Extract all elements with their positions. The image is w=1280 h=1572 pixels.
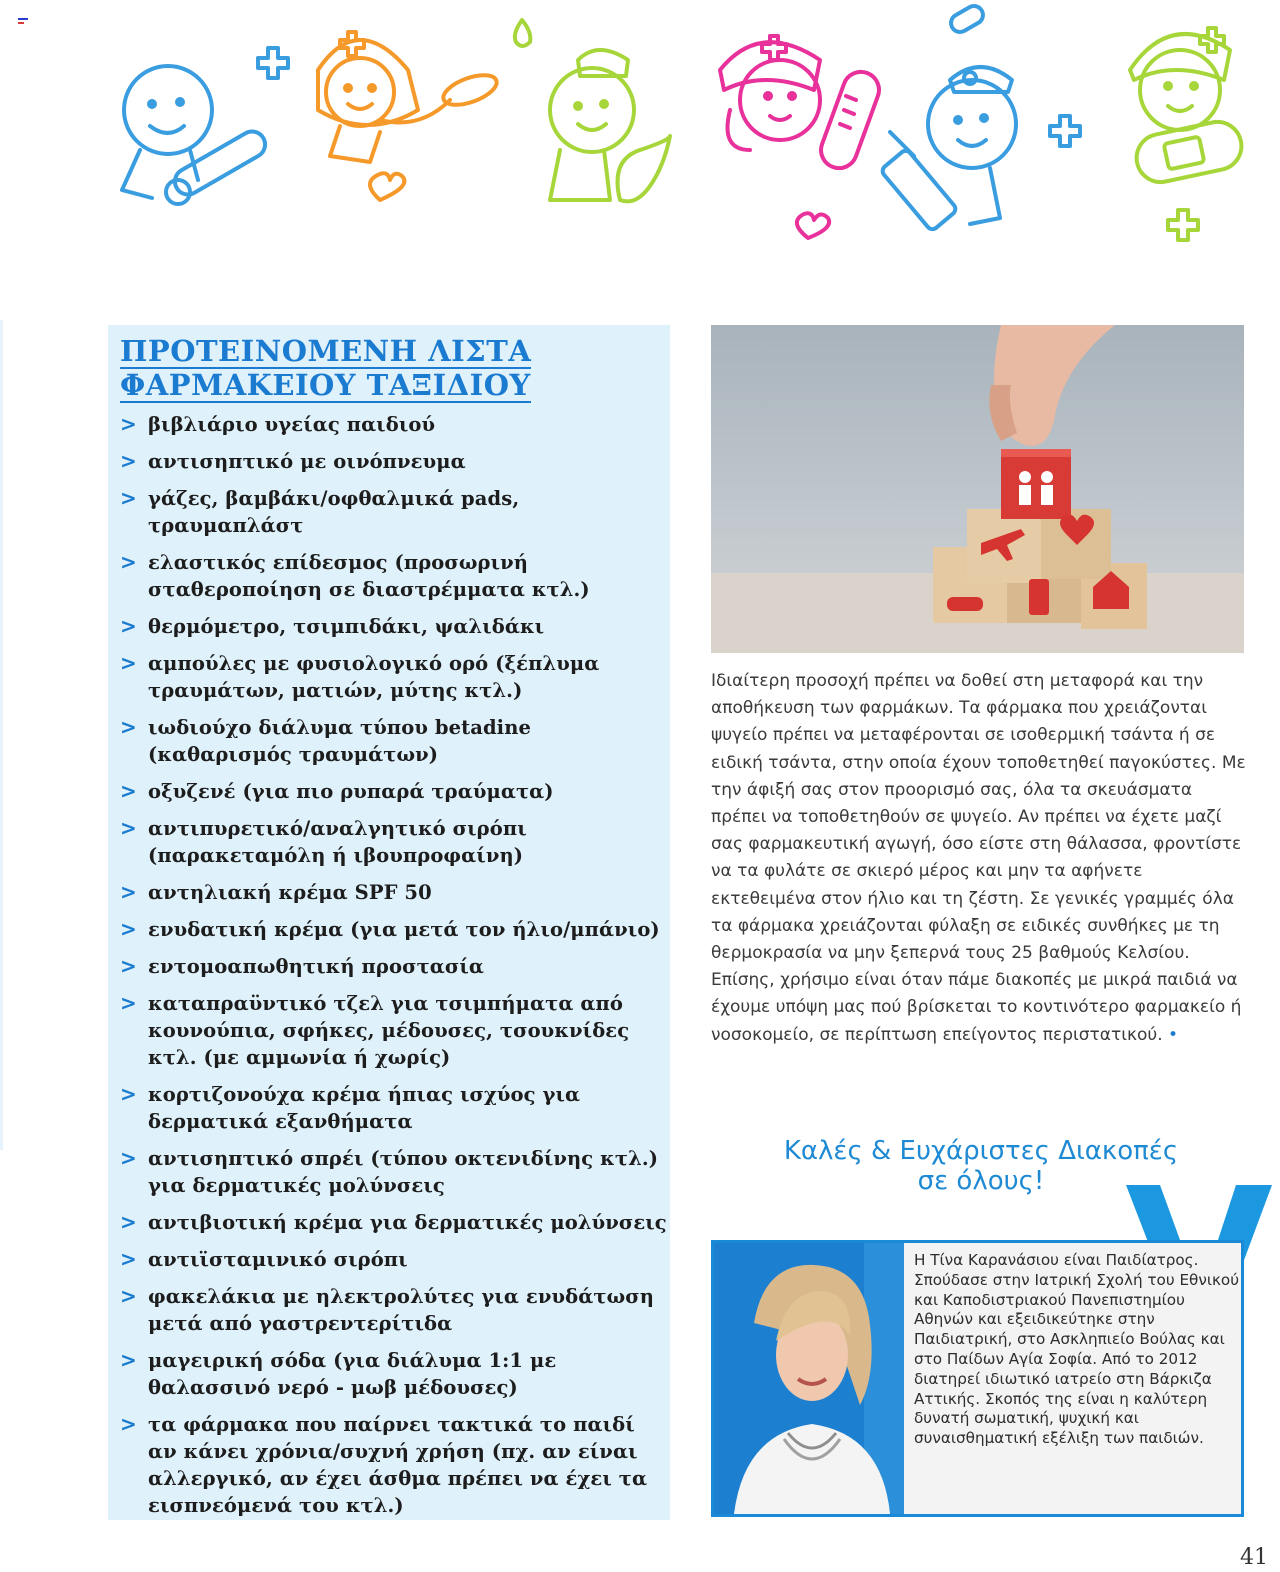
checklist-item [120, 778, 670, 805]
chevron-right-icon: > [120, 991, 137, 1015]
checklist-item-text: ενυδατική κρέμα (για μετά τον ήλιο/μπάνιο) [148, 918, 660, 941]
checklist-item [120, 1411, 670, 1519]
checklist-item [120, 815, 670, 869]
kid-bulb-doodle [550, 50, 670, 201]
checklist-title-line2: ΦΑΡΜΑΚΕΙΟΥ ΤΑΞΙΔΙΟΥ [120, 368, 531, 402]
wishes-line2: σε όλους! [917, 1166, 1045, 1196]
checklist-items [120, 411, 670, 1519]
checklist-item-text: καταπραϋντικό τζελ για τσιμπήματα από κουνούπια, σφήκες, μέδουσες, τσουκνίδες κτλ. (με αμμωνία ή χωρίς) [148, 992, 630, 1069]
checklist-item-text: αντιβιοτική κρέμα για δερματικές μολύνσεις [148, 1211, 667, 1234]
checklist-item [120, 485, 670, 539]
checklist-item [120, 1283, 670, 1337]
checklist-item-text: οξυζενέ (για πιο ρυπαρά τραύματα) [148, 780, 554, 803]
checklist-item [120, 1081, 670, 1135]
checklist-item [120, 1347, 670, 1401]
blocks-illustration [711, 325, 1244, 653]
checklist-item [120, 613, 670, 640]
article-paragraph-1: Ιδιαίτερη προσοχή πρέπει να δοθεί στη μεταφορά και την αποθήκευση των φαρμάκων. Τα φάρμακα που χρειάζονται ψυγείο πρέπει να μεταφέρονται σε ισοθερμική τσάντα ή σε ειδική τσάντα, στην οποία έχουν τοποθετηθεί παγοκύστες. Με την άφιξή σας στον προορισμό σας, όλα τα σκευάσματα πρέπει να τοποθετηθούν σε ψυγείο. Αν πρέπει να έχετε μαζί σας φαρμακευτική αγωγή, όσο είστε στη θάλασσα, φροντίστε να τα φυλάτε σε σκιερό μέρος και μην τα αφήνετε εκτεθειμένα στον ήλιο και τη ζέστη. Σε γενικές γραμμές όλα τα φάρμακα χρειάζονται φύλαξη σε ειδικές συνθήκες με τη θερμοκρασία να μην ξεπερνά τους 25 βαθμούς Κελσίου. [711, 671, 1246, 964]
checklist-item [120, 549, 670, 603]
heart-doodle [370, 173, 404, 200]
heart-doodle [797, 213, 829, 238]
checklist-item-text: αντηλιακή κρέμα SPF 50 [148, 881, 432, 904]
chevron-right-icon: > [120, 1348, 137, 1372]
storage-advice-article [711, 668, 1251, 1049]
checklist-title-line1: ΠΡΟΤΕΙΝΟΜΕΝΗ ΛΙΣΤΑ [120, 334, 532, 368]
checklist-item-text: ελαστικός επίδεσμος (προσωρινή σταθεροποίηση σε διαστρέμματα κτλ.) [148, 551, 590, 601]
chevron-right-icon: > [120, 486, 137, 510]
plus-doodle [1168, 210, 1198, 240]
checklist-item-text: φακελάκια με ηλεκτρολύτες για ενυδάτωση μετά από γαστρεντερίτιδα [148, 1285, 654, 1335]
article-paragraph-2-wrap [711, 967, 1251, 1049]
checklist-item [120, 1209, 670, 1236]
travel-pharmacy-checklist [108, 325, 670, 1520]
checklist-item [120, 953, 670, 980]
header-doodles [0, 0, 1280, 260]
chevron-right-icon: > [120, 917, 137, 941]
checklist-item [120, 650, 670, 704]
plus-doodle [1050, 116, 1080, 146]
chevron-right-icon: > [120, 1412, 137, 1436]
nurse-bandage-doodle [1130, 28, 1246, 186]
checklist-item-text: κορτιζονούχα κρέμα ήπιας ισχύος για δερματικά εξανθήματα [148, 1083, 581, 1133]
chevron-right-icon: > [120, 1247, 137, 1271]
chevron-right-icon: > [120, 954, 137, 978]
checklist-item-text: αντιπυρετικό/αναλγητικό σιρόπι (παρακεταμόλη ή ιβουπροφαίνη) [148, 817, 527, 867]
checklist-item-text: εντομοαπωθητική προστασία [148, 955, 485, 978]
checklist-item [120, 448, 670, 475]
page-edge-strip [0, 320, 3, 1150]
checklist-title [120, 335, 670, 403]
page-number: 41 [1240, 1545, 1268, 1570]
doctor-syringe-doodle [880, 67, 1016, 232]
end-mark: • [1168, 1024, 1179, 1045]
wishes-line1: Καλές & Ευχάριστες Διακοπές [783, 1136, 1179, 1166]
checklist-item [120, 714, 670, 768]
chevron-right-icon: > [120, 1210, 137, 1234]
kid-thermometer-doodle [122, 66, 270, 204]
nurse-thermometer-doodle [720, 36, 884, 173]
author-bio-box [711, 1240, 1244, 1517]
author-bio-text: Η Τίνα Καρανάσιου είναι Παιδίατρος. Σπούδασε στην Ιατρική Σχολή του Εθνικού και Καποδιστριακού Πανεπιστημίου Αθηνών και εξειδικεύτηκε στην Παιδιατρική, στο Ασκληπιείο Βούλας και στο Παίδων Αγία Σοφία. Από το 2012 διατηρεί ιδιωτικό ιατρείο στη Βάρκιζα Αττικής. Σκοπός της είναι η καλύτερη δυνατή σωματική, ψυχική και συναισθηματική εξέλιξη των παιδιών. [914, 1251, 1240, 1448]
chevron-right-icon: > [120, 816, 137, 840]
checklist-item-text: τα φάρμακα που παίρνει τακτικά το παιδί αν κάνει χρόνια/συχνή χρήση (πχ. αν είναι αλλεργικό, αν έχει άσθμα πρέπει να έχει τα εισπνεόμενά του κτλ.) [148, 1413, 648, 1517]
chevron-right-icon: > [120, 614, 137, 638]
checklist-item-text: μαγειρική σόδα (για διάλυμα 1:1 με θαλασσινό νερό - μωβ μέδουσες) [148, 1349, 557, 1399]
chevron-right-icon: > [120, 651, 137, 675]
chevron-right-icon: > [120, 550, 137, 574]
checklist-item-text: αντισηπτικό σπρέι (τύπου οκτενιδίνης κτλ.) για δερματικές μολύνσεις [148, 1147, 659, 1197]
checklist-item-text: θερμόμετρο, τσιμπιδάκι, ψαλιδάκι [148, 615, 545, 638]
chevron-right-icon: > [120, 715, 137, 739]
checklist-item [120, 1246, 670, 1273]
checklist-item-text: αντιϊσταμινικό σιρόπι [148, 1248, 408, 1271]
checklist-item [120, 879, 670, 906]
chevron-right-icon: > [120, 1146, 137, 1170]
checklist-item-text: αντισηπτικό με οινόπνευμα [148, 450, 466, 473]
checklist-item-text: ιωδιούχο διάλυμα τύπου betadine (καθαρισμός τραυμάτων) [148, 716, 531, 766]
checklist-item [120, 1145, 670, 1199]
chevron-right-icon: > [120, 1082, 137, 1106]
chevron-right-icon: > [120, 1284, 137, 1308]
blocks-photo [711, 325, 1244, 653]
checklist-item [120, 990, 670, 1071]
checklist-item [120, 411, 670, 438]
pill-doodle [948, 3, 986, 36]
author-portrait [714, 1243, 904, 1514]
checklist-item-text: γάζες, βαμβάκι/οφθαλμικά pads, τραυμαπλάστ [148, 487, 520, 537]
chevron-right-icon: > [120, 449, 137, 473]
checklist-item-text: αμπούλες με φυσιολογικό ορό (ξέπλυμα τραυμάτων, ματιών, μύτης κτλ.) [148, 652, 600, 702]
chevron-right-icon: > [120, 779, 137, 803]
checklist-item [120, 916, 670, 943]
drop-doodle [515, 20, 530, 46]
kid-ear-doodle [318, 32, 500, 162]
article-paragraph-2: Επίσης, χρήσιμο είναι όταν πάμε διακοπές με μικρά παιδιά να έχουμε υπόψη μας πού βρίσκεται το κοντινότερο φαρμακείο ή νοσοκομείο, σε περίπτωση επείγοντος περιστατικού. [711, 970, 1242, 1045]
plus-doodle [258, 48, 288, 78]
chevron-right-icon: > [120, 412, 137, 436]
checklist-item-text: βιβλιάριο υγείας παιδιού [148, 413, 436, 436]
chevron-right-icon: > [120, 880, 137, 904]
